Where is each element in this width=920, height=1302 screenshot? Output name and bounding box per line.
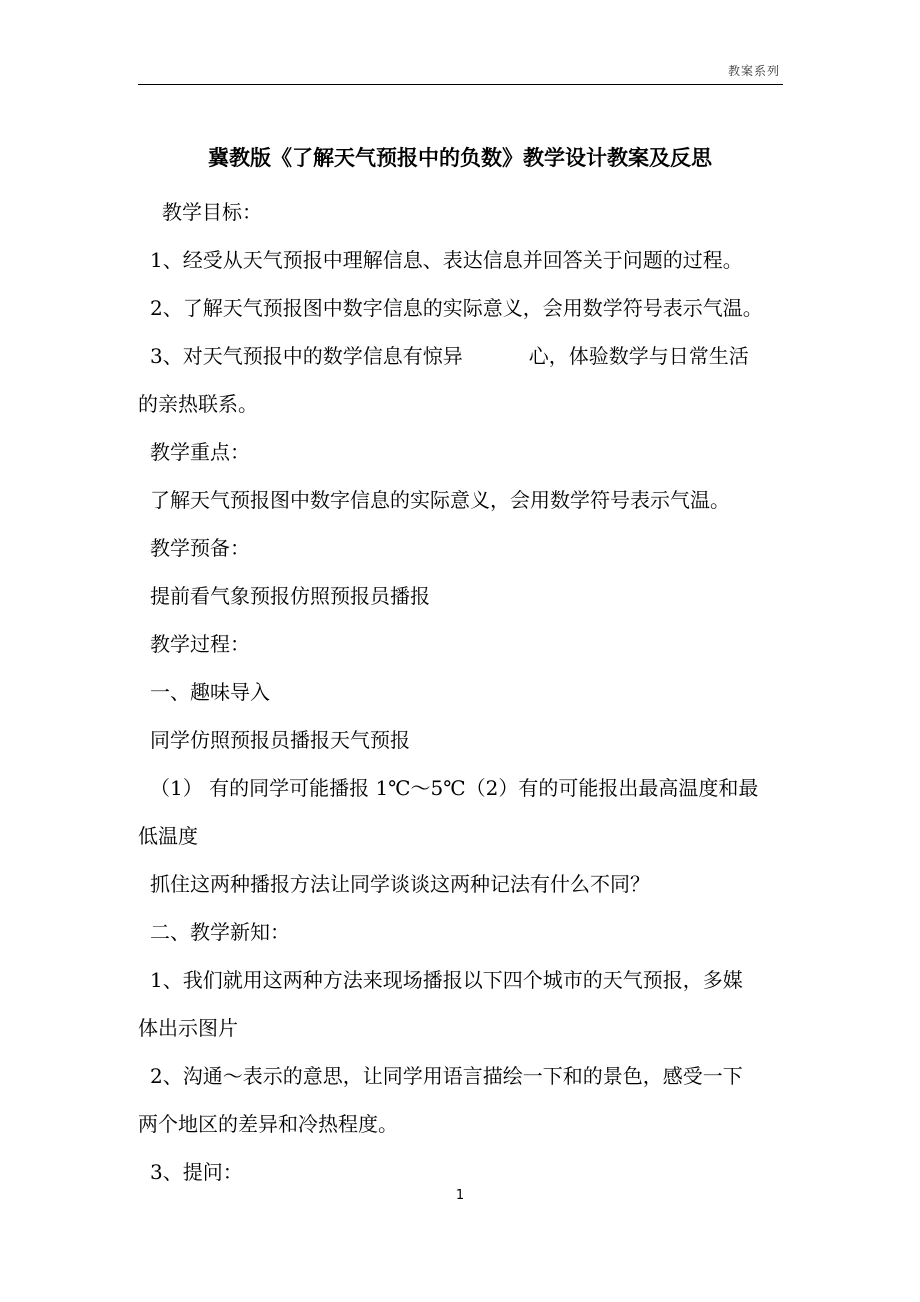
page-number: 1 [455,1188,465,1203]
paragraph: 体出示图片 [138,1016,238,1040]
document-title: 冀教版《了解天气预报中的负数》教学设计教案及反思 [208,146,712,170]
paragraph: 2、了解天气预报图中数字信息的实际意义，会用数学符号表示气温。 [150,296,763,320]
header-divider [138,84,783,85]
paragraph-segment: 心，体验数学与日常生活 [528,344,749,368]
paragraph: （1） 有的同学可能播报 1℃～5℃（2）有的可能报出最高温度和最 [150,776,759,800]
paragraph: 了解天气预报图中数字信息的实际意义，会用数学符号表示气温。 [150,488,730,512]
paragraph: 1、我们就用这两种方法来现场播报以下四个城市的天气预报，多媒 [150,968,743,992]
paragraph: 教学预备： [150,536,250,560]
paragraph: 教学目标： [162,200,262,224]
paragraph: 一、趣味导入 [150,680,270,704]
paragraph: 提前看气象预报仿照预报员播报 [150,584,430,608]
paragraph: 教学过程： [150,632,250,656]
header-series-label: 教案系列 [727,64,780,78]
paragraph: 低温度 [138,824,198,848]
paragraph: 两个地区的差异和冷热程度。 [138,1112,398,1136]
paragraph: 教学重点： [150,440,250,464]
paragraph: 1、经受从天气预报中理解信息、表达信息并回答关于问题的过程。 [150,248,743,272]
paragraph-segment: 3、对天气预报中的数学信息有惊异 [150,344,463,368]
paragraph: 3、提问： [150,1160,243,1184]
paragraph: 2、沟通～表示的意思，让同学用语言描绘一下和的景色，感受一下 [150,1064,743,1088]
paragraph: 二、教学新知： [150,920,290,944]
paragraph [150,332,800,380]
paragraph: 抓住这两种播报方法让同学谈谈这两种记法有什么不同？ [150,872,650,896]
paragraph: 同学仿照预报员播报天气预报 [150,728,410,752]
paragraph: 的亲热联系。 [138,392,258,416]
